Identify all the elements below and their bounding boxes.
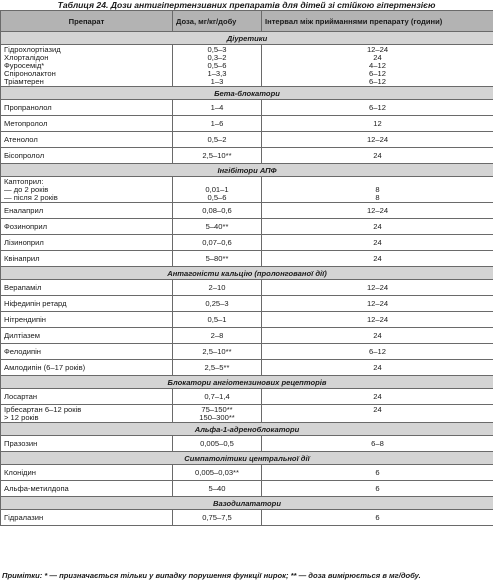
interval-cell (262, 132, 493, 148)
dose-cell (173, 219, 262, 235)
section-title: Бета-блокатори (1, 87, 493, 100)
interval-cell (262, 465, 493, 481)
table-row (1, 251, 493, 267)
interval-cell (262, 344, 493, 360)
table-row (1, 100, 493, 116)
dose-cell (173, 360, 262, 376)
dose-cell-line: 0,5–6 (207, 192, 227, 202)
dose-cell (173, 45, 262, 87)
drug-cell (1, 296, 173, 312)
dose-cell-line: 0,5–1 (207, 314, 227, 324)
dose-cell-line: 2–8 (210, 330, 224, 340)
interval-cell-line: 24 (373, 150, 382, 160)
drug-cell-line: Фуросемід* (4, 60, 45, 70)
dose-cell (173, 280, 262, 296)
table-row (1, 45, 493, 87)
table-footnote: Примітки: * — призначається тільки у випадку порушення функції нирок; ** — доза вимірюється в мг/добу. (2, 571, 421, 580)
table-row (1, 436, 493, 452)
drug-cell-line: Тріамтерен (4, 76, 44, 86)
interval-cell-line: 6 (375, 512, 380, 522)
interval-cell (262, 481, 493, 497)
table-row (1, 344, 493, 360)
table-row (1, 481, 493, 497)
drug-cell-line: Нітрендипін (4, 314, 46, 324)
drug-cell-line: Амлодипін (6–17 років) (4, 362, 86, 372)
drug-cell-line: Фозиноприл (4, 221, 48, 231)
table-row (1, 116, 493, 132)
drug-cell (1, 45, 173, 87)
section-row (1, 423, 493, 436)
dose-cell (173, 405, 262, 423)
dose-cell-line: 0,75–7,5 (202, 512, 232, 522)
interval-cell (262, 100, 493, 116)
table-row (1, 280, 493, 296)
dose-cell (173, 251, 262, 267)
dose-cell-line: 1–3 (210, 76, 224, 86)
dose-cell-line: 0,5–6 (207, 60, 227, 70)
dose-cell-line: 0,005–0,5 (200, 438, 234, 448)
dose-cell-line: 0,7–1,4 (204, 391, 230, 401)
header-row (1, 11, 493, 32)
header-drug: Препарат (1, 11, 173, 32)
table-row (1, 465, 493, 481)
dose-cell-line: 0,01–1 (205, 184, 229, 194)
drug-cell (1, 328, 173, 344)
interval-cell (262, 219, 493, 235)
table-row (1, 296, 493, 312)
dose-cell (173, 510, 262, 526)
drug-cell-line: Каптоприл: (4, 176, 44, 186)
drug-cell-line: Спіронолактон (4, 68, 56, 78)
dose-cell (173, 203, 262, 219)
section-title: Альфа-1-адреноблокатори (1, 423, 493, 436)
drug-cell-line: Клонідин (4, 467, 36, 477)
section-title: Антагоністи кальцію (пролонгованої дії) (1, 267, 493, 280)
interval-cell-line: 12–24 (366, 44, 389, 54)
interval-cell-line: 24 (373, 221, 382, 231)
drug-cell (1, 389, 173, 405)
drug-cell (1, 344, 173, 360)
interval-cell (262, 328, 493, 344)
drug-cell-line: Гідрохлортіазид (4, 44, 61, 54)
dose-cell-line: 150–300** (199, 412, 235, 422)
table-row (1, 148, 493, 164)
drug-cell-line: — після 2 років (4, 192, 58, 202)
interval-cell (262, 312, 493, 328)
drug-cell (1, 116, 173, 132)
section-row (1, 267, 493, 280)
drug-cell (1, 251, 173, 267)
section-title: Вазодилататори (1, 497, 493, 510)
drug-cell (1, 280, 173, 296)
drug-cell (1, 235, 173, 251)
interval-cell (262, 177, 493, 203)
dose-cell (173, 148, 262, 164)
section-row (1, 376, 493, 389)
dose-cell-line: 2,5–10** (202, 150, 232, 160)
drug-cell (1, 436, 173, 452)
drug-cell-line: Еналаприл (4, 205, 44, 215)
table-row (1, 510, 493, 526)
interval-cell (262, 251, 493, 267)
table-body (1, 32, 493, 526)
interval-cell-line: 6–12 (369, 102, 386, 112)
table-row (1, 235, 493, 251)
drug-cell-line: Гідралазин (4, 512, 44, 522)
dose-cell (173, 177, 262, 203)
interval-cell-line: 24 (373, 362, 382, 372)
dose-cell-line: 1–3,3 (207, 68, 227, 78)
table-row (1, 132, 493, 148)
drug-cell (1, 203, 173, 219)
interval-cell-line: 12–24 (366, 314, 389, 324)
dose-cell (173, 132, 262, 148)
interval-cell (262, 389, 493, 405)
interval-cell (262, 405, 493, 423)
drug-cell-line: Лосартан (4, 391, 38, 401)
dose-cell (173, 312, 262, 328)
drug-cell (1, 132, 173, 148)
dose-cell (173, 389, 262, 405)
interval-cell (262, 280, 493, 296)
interval-cell (262, 436, 493, 452)
table-row (1, 177, 493, 203)
dose-cell-line: 0,3–2 (207, 52, 227, 62)
interval-cell-line: 6–12 (369, 68, 386, 78)
drug-cell-line: Ірбесартан 6–12 років (4, 404, 82, 414)
drug-cell (1, 100, 173, 116)
interval-cell-line: 6 (375, 467, 380, 477)
dose-cell-line: 0,5–3 (207, 44, 227, 54)
interval-cell-line: 12–24 (366, 298, 389, 308)
dose-cell-line: 2,5–5** (204, 362, 230, 372)
drug-cell-line: Верапаміл (4, 282, 42, 292)
interval-cell-line: 24 (373, 253, 382, 263)
drug-cell (1, 360, 173, 376)
drug-cell (1, 148, 173, 164)
interval-cell-line: 24 (373, 52, 382, 62)
dose-cell-line: 1–4 (210, 102, 224, 112)
drug-cell-line: Дилтіазем (4, 330, 40, 340)
drug-cell-line: Фелодипін (4, 346, 41, 356)
interval-cell (262, 510, 493, 526)
drug-cell-line: Празозин (4, 438, 38, 448)
dose-cell (173, 100, 262, 116)
dose-cell-line: 5–40 (208, 483, 226, 493)
header-interval: Інтервал між прийманнями препарату (години) (262, 11, 493, 32)
section-title: Інгібітори АПФ (1, 164, 493, 177)
drug-cell-line: Квінаприл (4, 253, 40, 263)
drug-cell (1, 177, 173, 203)
drug-cell-line: > 12 років (4, 412, 39, 422)
dose-cell-line: 0,005–0,03** (195, 467, 239, 477)
interval-cell (262, 116, 493, 132)
drug-cell-line: Пропранолол (4, 102, 52, 112)
interval-cell (262, 203, 493, 219)
drug-cell-line: Атенолол (4, 134, 38, 144)
dose-cell (173, 465, 262, 481)
table-row (1, 328, 493, 344)
section-row (1, 32, 493, 45)
interval-cell-line: 12 (373, 118, 382, 128)
section-title: Діуретики (1, 32, 493, 45)
drug-cell (1, 219, 173, 235)
dose-cell (173, 328, 262, 344)
dose-cell-line: 2,5–10** (202, 346, 232, 356)
drug-cell (1, 510, 173, 526)
interval-cell-line: 24 (373, 330, 382, 340)
interval-cell-line: 12–24 (366, 134, 389, 144)
section-title: Блокатори ангіотензинових рецепторів (1, 376, 493, 389)
table-row (1, 203, 493, 219)
table-row (1, 405, 493, 423)
interval-cell-line: 6–8 (371, 438, 384, 448)
drug-cell (1, 405, 173, 423)
dose-cell-line: 0,08–0,6 (202, 205, 232, 215)
table-row (1, 360, 493, 376)
interval-cell-line: 12–24 (366, 205, 389, 215)
interval-cell (262, 45, 493, 87)
section-title: Симпатолітики центральної дії (1, 452, 493, 465)
dose-cell (173, 481, 262, 497)
dose-cell (173, 296, 262, 312)
drug-cell-line: Хлорталідон (4, 52, 49, 62)
interval-cell-line: 8 (375, 184, 380, 194)
drug-cell (1, 465, 173, 481)
interval-cell-line: 6–12 (369, 346, 386, 356)
interval-cell-line (265, 414, 490, 422)
dose-cell-line: 0,25–3 (205, 298, 229, 308)
interval-cell-line: 6 (375, 483, 380, 493)
dose-cell (173, 235, 262, 251)
dose-cell (173, 436, 262, 452)
table-row (1, 219, 493, 235)
interval-cell-line: 6–12 (369, 76, 386, 86)
interval-cell-line: 24 (373, 391, 382, 401)
antihypertensive-dose-table (0, 10, 493, 526)
section-row (1, 87, 493, 100)
section-row (1, 164, 493, 177)
dose-cell-line: 5–80** (205, 253, 229, 263)
dose-cell-line: 2–10 (208, 282, 226, 292)
dose-cell-line: 0,07–0,6 (202, 237, 232, 247)
drug-cell (1, 312, 173, 328)
interval-cell (262, 360, 493, 376)
drug-cell-line: Лізиноприл (4, 237, 44, 247)
interval-cell-line: 8 (375, 192, 380, 202)
drug-cell-line: Бісопролол (4, 150, 45, 160)
drug-cell-line: Метопролол (4, 118, 48, 128)
interval-cell (262, 148, 493, 164)
table-header (1, 11, 493, 32)
dose-cell-line: 75–150** (201, 404, 233, 414)
interval-cell (262, 296, 493, 312)
interval-cell-line: 4–12 (369, 60, 386, 70)
section-row (1, 452, 493, 465)
interval-cell-line: 24 (373, 404, 382, 414)
interval-cell-line: 12–24 (366, 282, 389, 292)
table-row (1, 389, 493, 405)
header-dose: Доза, мг/кг/добу (173, 11, 262, 32)
dose-cell-line: 5–40** (205, 221, 229, 231)
dose-cell (173, 116, 262, 132)
drug-cell-line: Альфа-метилдопа (4, 483, 69, 493)
drug-cell-line: Ніфедипін ретард (4, 298, 67, 308)
section-row (1, 497, 493, 510)
drug-cell (1, 481, 173, 497)
drug-cell-line: — до 2 років (4, 184, 49, 194)
table-caption: Таблиця 24. Дози антигіпертензивних препаратів для дітей зі стійкою гіпертензією (57, 0, 436, 10)
interval-cell-line: 24 (373, 237, 382, 247)
interval-cell (262, 235, 493, 251)
table-row (1, 312, 493, 328)
dose-cell (173, 344, 262, 360)
dose-cell-line: 1–6 (210, 118, 224, 128)
dose-cell-line: 0,5–2 (207, 134, 227, 144)
